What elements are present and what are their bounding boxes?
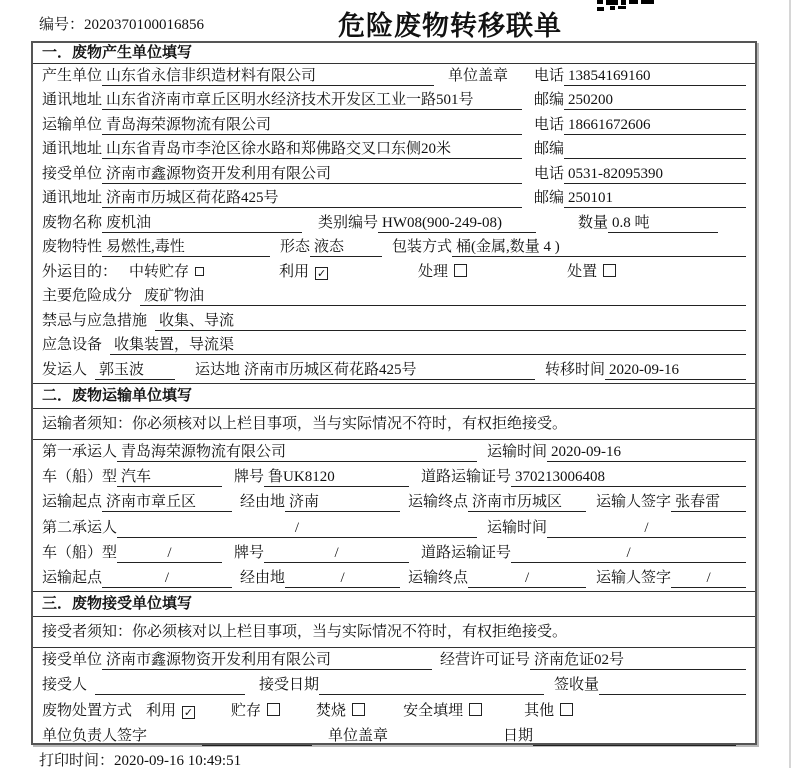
road-license-value-2: / <box>511 544 746 563</box>
purpose-option-utilize <box>279 263 328 282</box>
waste-name-value: 废机油 <box>102 214 302 233</box>
checkbox-disposal-other <box>560 703 573 716</box>
responsible-sign-label: 单位负责人签字 <box>42 727 148 744</box>
row-producer-address <box>33 89 755 114</box>
receiver-zip-value: 250101 <box>564 189 746 208</box>
road-license-label-2: 道路运输证号 <box>421 544 512 561</box>
row-dispatcher <box>33 358 755 383</box>
checkbox-disposal-landfill <box>469 703 482 716</box>
transfer-time-value: 2020-09-16 <box>605 361 746 380</box>
plate-value-1: 鲁UK8120 <box>264 468 409 487</box>
second-carrier-value: / <box>117 519 477 538</box>
producer-unit-value: 山东省永信非织造材料有限公司 <box>102 67 434 86</box>
business-license-label: 经营许可证号 <box>440 652 531 669</box>
vehicle-type-label-2: 车（船）型 <box>42 544 118 561</box>
route-via-label-1: 经由地 <box>240 494 286 511</box>
row-route-2 <box>33 566 755 591</box>
route-start-label-1: 运输起点 <box>42 494 103 511</box>
transport-address-value: 山东省青岛市李沧区徐水路和郑佛路交叉口东侧20米 <box>102 140 522 159</box>
transporter-notice: 运输者须知：你必须核对以上栏目事项，当与实际情况不符时，有权拒绝接受。 <box>33 409 755 440</box>
disposal-option-utilize <box>146 702 195 721</box>
transport-unit-value: 青岛海荣源物流有限公司 <box>102 116 522 135</box>
carrier-sign-label-2: 运输人签字 <box>596 570 672 587</box>
row-accepting-person <box>33 673 755 698</box>
transport-time-label-2: 运输时间 <box>487 519 548 536</box>
transport-zip-value <box>564 140 746 159</box>
route-end-value-2: / <box>468 569 586 588</box>
disposal-option-landfill <box>403 702 482 721</box>
signed-qty-label: 签收量 <box>554 677 600 694</box>
transfer-purpose-label: 外运目的： <box>42 263 118 280</box>
checkbox-disposal-incinerate <box>352 703 365 716</box>
route-end-value-1: 济南市历城区 <box>468 493 586 512</box>
checkbox-utilize-checked: ✓ <box>316 266 327 280</box>
purpose-option-transit-storage <box>129 263 204 282</box>
transport-address-label: 通讯地址 <box>42 141 103 157</box>
route-via-label-2: 经由地 <box>240 570 286 587</box>
producer-tel-value: 13854169160 <box>564 67 746 86</box>
waste-category-value: HW08(900-249-08) <box>378 214 536 233</box>
route-via-value-1: 济南 <box>285 493 400 512</box>
checkbox-treat <box>454 264 467 277</box>
disposal-utilize-text: 利用 <box>146 702 177 719</box>
disposal-store-text: 贮存 <box>231 702 262 719</box>
producer-address-value: 山东省济南市章丘区明水经济技术开发区工业一路501号 <box>102 91 522 110</box>
producer-address-label: 通讯地址 <box>42 92 103 108</box>
waste-qty-value: 0.8 吨 <box>608 214 718 233</box>
row-responsible-sign <box>33 724 755 749</box>
purpose-utilize-text: 利用 <box>279 263 310 280</box>
page-title: 危险废物转移联单 <box>338 11 562 41</box>
road-license-value-1: 370213006408 <box>511 468 746 487</box>
row-receiver-address <box>33 187 755 212</box>
waste-form-value: 液态 <box>310 238 382 257</box>
print-time-label: 打印时间： <box>39 753 115 769</box>
taboo-measures-label: 禁忌与应急措施 <box>42 312 148 329</box>
signed-qty-value <box>599 676 746 695</box>
responsible-sign-value <box>202 727 312 746</box>
waste-qty-label: 数量 <box>577 214 608 231</box>
checkbox-dispose <box>603 264 616 277</box>
taboo-measures-value: 收集、导流 <box>155 312 746 331</box>
producer-zip-label: 邮编 <box>533 92 564 108</box>
page-right-edge <box>789 0 791 768</box>
row-receiver-unit <box>33 162 755 187</box>
route-start-value-2: / <box>102 569 232 588</box>
receiver-date-label: 日期 <box>503 727 534 744</box>
hazard-components-label: 主要危险成分 <box>42 288 133 304</box>
emergency-equipment-label: 应急设备 <box>42 337 103 353</box>
route-end-label-2: 运输终点 <box>408 570 469 587</box>
checkbox-disposal-store <box>267 703 280 716</box>
purpose-option-treat <box>418 263 467 282</box>
purpose-transit-storage-text: 中转贮存 <box>129 263 190 280</box>
destination-value: 济南市历城区荷花路425号 <box>240 361 535 380</box>
business-license-value: 济南危证02号 <box>530 651 746 670</box>
destination-label: 运达地 <box>195 361 241 378</box>
row-waste-traits <box>33 236 755 261</box>
serial-value: 2020370100016856 <box>84 17 205 33</box>
route-via-value-2: / <box>285 569 400 588</box>
row-first-carrier <box>33 440 755 465</box>
accept-date-label: 接受日期 <box>259 677 320 694</box>
row-route-1 <box>33 490 755 515</box>
row-taboo-measures <box>33 309 755 334</box>
producer-tel-label: 电话 <box>533 67 564 84</box>
purpose-dispose-text: 处置 <box>567 263 598 280</box>
route-start-value-1: 济南市章丘区 <box>102 493 232 512</box>
road-license-label-1: 道路运输证号 <box>421 469 512 486</box>
row-transfer-purpose <box>33 260 755 285</box>
accepting-person-label: 接受人 <box>42 677 88 694</box>
section-transport-title: 二．废物运输单位填写 <box>33 384 755 409</box>
receiver-notice: 接受者须知：你必须核对以上栏目事项，当与实际情况不符时，有权拒绝接受。 <box>33 617 755 648</box>
plate-label-2: 牌号 <box>234 544 265 561</box>
section-producer-title: 一．废物产生单位填写 <box>33 43 755 64</box>
receiver-address-label: 通讯地址 <box>42 190 103 206</box>
disposal-option-other <box>524 702 573 721</box>
waste-traits-value: 易燃性,毒性 <box>102 238 270 257</box>
waste-form-label: 形态 <box>280 239 311 255</box>
purpose-option-dispose <box>567 263 616 282</box>
producer-zip-value: 250200 <box>564 91 746 110</box>
receiver-unit-value: 济南市鑫源物资开发利用有限公司 <box>102 165 522 184</box>
disposal-option-incinerate <box>316 702 365 721</box>
route-end-label-1: 运输终点 <box>408 494 469 511</box>
waste-category-label: 类别编号 <box>318 214 379 231</box>
packaging-value: 桶(金属,数量 4 ) <box>452 238 746 257</box>
checkbox-transit-storage <box>195 267 204 276</box>
row-transport-address <box>33 138 755 163</box>
receiver-tel-label: 电话 <box>533 165 564 182</box>
purpose-treat-text: 处理 <box>418 263 449 280</box>
qr-code-icon <box>597 0 654 12</box>
row-disposal-method <box>33 698 755 723</box>
vehicle-type-value-1: 汽车 <box>117 468 222 487</box>
row-producer-unit <box>33 64 755 89</box>
section-transport <box>33 383 755 592</box>
waste-traits-label: 废物特性 <box>42 239 103 255</box>
dispatcher-value: 郭玉波 <box>95 361 175 380</box>
disposal-option-store <box>231 702 280 721</box>
carrier-sign-value-2: / <box>671 569 746 588</box>
producer-unit-label: 产生单位 <box>42 67 103 84</box>
plate-value-2: / <box>264 544 409 563</box>
transport-time-value-1: 2020-09-16 <box>547 443 746 462</box>
disposal-incinerate-text: 焚烧 <box>316 702 347 719</box>
row-vehicle-1 <box>33 465 755 490</box>
waste-name-label: 废物名称 <box>42 214 103 231</box>
packaging-label: 包装方式 <box>392 239 453 255</box>
receiver-zip-label: 邮编 <box>533 190 564 206</box>
hazard-components-value: 废矿物油 <box>140 287 746 306</box>
print-time <box>39 749 241 770</box>
transport-tel-value: 18661672606 <box>564 116 746 135</box>
manifest-form <box>31 41 757 745</box>
vehicle-type-label-1: 车（船）型 <box>42 469 118 486</box>
accepting-unit-label: 接受单位 <box>42 652 103 669</box>
checkbox-disposal-utilize-checked: ✓ <box>183 705 194 719</box>
row-transport-unit <box>33 113 755 138</box>
transport-unit-label: 运输单位 <box>42 116 103 133</box>
row-hazard-components <box>33 285 755 310</box>
first-carrier-value: 青岛海荣源物流有限公司 <box>117 443 477 462</box>
section-producer <box>33 43 755 383</box>
accept-date-value <box>319 676 544 695</box>
serial-number <box>39 13 204 34</box>
carrier-sign-value-1: 张春雷 <box>671 493 746 512</box>
section-receiver <box>33 591 755 748</box>
row-vehicle-2 <box>33 541 755 566</box>
route-start-label-2: 运输起点 <box>42 570 103 587</box>
receiver-tel-value: 0531-82095390 <box>564 165 746 184</box>
section-receiver-title: 三．废物接受单位填写 <box>33 592 755 617</box>
serial-label: 编号： <box>39 17 85 33</box>
vehicle-type-value-2: / <box>117 544 222 563</box>
disposal-landfill-text: 安全填埋 <box>403 702 464 719</box>
row-emergency-equipment <box>33 334 755 359</box>
transport-zip-label: 邮编 <box>533 141 564 157</box>
print-time-value: 2020-09-16 10:49:51 <box>114 753 242 769</box>
dispatcher-label: 发运人 <box>42 361 88 378</box>
transfer-time-label: 转移时间 <box>545 361 606 378</box>
disposal-method-label: 废物处置方式 <box>42 702 133 719</box>
qr-code-fragment <box>597 0 654 17</box>
row-accepting-unit <box>33 648 755 673</box>
receiver-address-value: 济南市历城区荷花路425号 <box>102 189 522 208</box>
row-second-carrier <box>33 515 755 540</box>
receiver-unit-label: 接受单位 <box>42 165 103 182</box>
second-carrier-label: 第二承运人 <box>42 519 118 536</box>
receiver-date-value <box>533 727 736 746</box>
transport-tel-label: 电话 <box>533 116 564 133</box>
row-waste-name <box>33 211 755 236</box>
accepting-person-value <box>95 676 245 695</box>
first-carrier-label: 第一承运人 <box>42 443 118 460</box>
transport-time-value-2: / <box>547 519 746 538</box>
accepting-unit-value: 济南市鑫源物资开发利用有限公司 <box>102 651 432 670</box>
receiver-seal-label: 单位盖章 <box>328 727 389 744</box>
emergency-equipment-value: 收集装置，导流渠 <box>110 336 746 355</box>
disposal-other-text: 其他 <box>524 702 555 719</box>
transport-time-label-1: 运输时间 <box>487 443 548 460</box>
unit-seal-label: 单位盖章 <box>448 67 509 84</box>
plate-label-1: 牌号 <box>234 469 265 486</box>
carrier-sign-label-1: 运输人签字 <box>596 494 672 511</box>
